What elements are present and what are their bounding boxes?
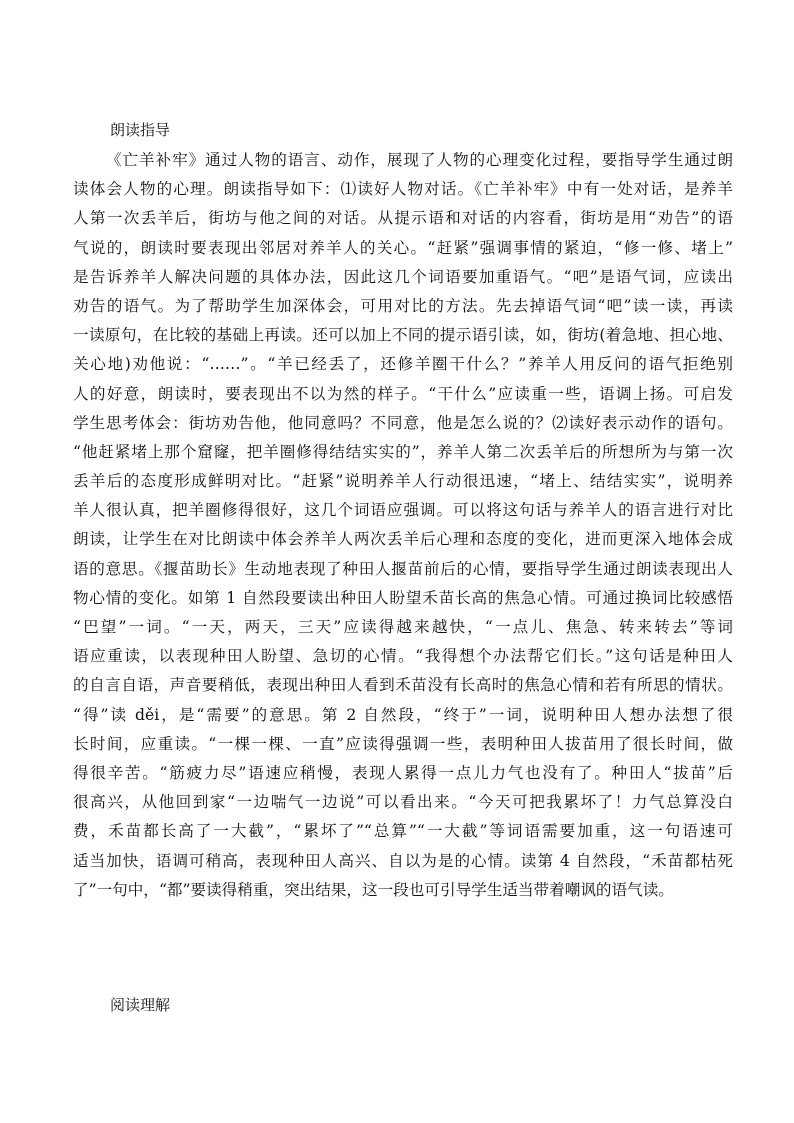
- paragraph-line: 的自言自语，声音要稍低，表现出种田人看到禾苗没有长高时的焦急心情和若有所思的情状。: [73, 676, 733, 695]
- paragraph-line: 关心地)劝他说：“……”。“羊已经丢了，还修羊圈干什么？”养羊人用反问的语气拒绝别: [73, 355, 733, 374]
- paragraph-line: 人第一次丢羊后，街坊与他之间的对话。从提示语和对话的内容看，街坊是用“劝告”的语: [73, 209, 733, 228]
- paragraph-line: 得很辛苦。“筋疲力尽”语速应稍慢，表现人累得一点儿力气也没有了。种田人“拔苗”后: [73, 763, 733, 782]
- paragraph-line: 语的意思。《揠苗助长》生动地表现了种田人揠苗前后的心情，要指导学生通过朗读表现出人: [73, 559, 733, 578]
- section-title-reading-guidance: 朗读指导: [110, 121, 171, 139]
- paragraph-line: 长时间，应重读。“一棵一棵、一直”应读得强调一些，表明种田人拔苗用了很长时间，做: [73, 734, 733, 753]
- paragraph-line: 一读原句，在比较的基础上再读。还可以加上不同的提示语引读，如，街坊(着急地、担心地、: [73, 326, 733, 345]
- paragraph-line: 羊人很认真，把羊圈修得很好，这几个词语应强调。可以将这句话与养羊人的语言进行对比: [73, 501, 733, 520]
- paragraph-line: 了”一句中，“都”要读得稍重，突出结果，这一段也可引导学生适当带着嘲讽的语气读。: [73, 880, 674, 899]
- reading-guidance-paragraph: [73, 146, 733, 905]
- paragraph-line: “他赶紧堵上那个窟窿，把羊圈修得结结实实的”，养羊人第二次丢羊后的所想所为与第一次: [73, 442, 733, 461]
- paragraph-line: 人的好意，朗读时，要表现出不以为然的样子。“干什么”应读重一些，语调上扬。可启发: [73, 384, 733, 403]
- paragraph-line: 很高兴，从他回到家“一边喘气一边说”可以看出来。“今天可把我累坏了！力气总算没白: [73, 793, 733, 812]
- paragraph-line: 劝告的语气。为了帮助学生加深体会，可用对比的方法。先去掉语气词“吧”读一读，再读: [73, 296, 733, 315]
- paragraph-line: 丢羊后的态度形成鲜明对比。“赶紧”说明养羊人行动很迅速，“堵上、结结实实”，说明养: [73, 472, 733, 491]
- paragraph-line: 适当加快，语调可稍高，表现种田人高兴、自以为是的心情。读第 4 自然段，“禾苗都枯死: [73, 851, 733, 870]
- paragraph-line: “得”读 děi，是“需要”的意思。第 2 自然段，“终于”一词，说明种田人想办法想了很: [73, 705, 733, 724]
- paragraph-line: “巴望”一词。“一天，两天，三天”应读得越来越快，“一点儿、焦急、转来转去”等词: [73, 618, 733, 636]
- paragraph-line: 气说的，朗读时要表现出邻居对养羊人的关心。“赶紧”强调事情的紧迫，“修一修、堵上”: [73, 238, 733, 257]
- paragraph-line: 朗读，让学生在对比朗读中体会养羊人两次丢羊后心理和态度的变化，进而更深入地体会成: [73, 530, 733, 549]
- paragraph-line: 语应重读，以表现种田人盼望、急切的心情。“我得想个办法帮它们长。”这句话是种田人: [73, 647, 733, 666]
- paragraph-line: 物心情的变化。如第 1 自然段要读出种田人盼望禾苗长高的焦急心情。可通过换词比较感悟: [73, 588, 733, 607]
- paragraph-line: 学生思考体会：街坊劝告他，他同意吗？不同意，他是怎么说的？⑵读好表示动作的语句。: [73, 413, 733, 432]
- paragraph-line: 费，禾苗都长高了一大截”，“累坏了”“总算”“一大截”等词语需要加重，这一句语速可: [73, 822, 733, 841]
- paragraph-line: 是告诉养羊人解决问题的具体办法，因此这几个词语要加重语气。“吧”是语气词，应读出: [73, 267, 733, 286]
- paragraph-line: 读体会人物的心理。朗读指导如下：⑴读好人物对话。《亡羊补牢》中有一处对话，是养羊: [73, 180, 733, 199]
- section-title-reading-comprehension: 阅读理解: [110, 996, 171, 1014]
- paragraph-line: 《亡羊补牢》通过人物的语言、动作，展现了人物的心理变化过程，要指导学生通过朗: [106, 151, 733, 169]
